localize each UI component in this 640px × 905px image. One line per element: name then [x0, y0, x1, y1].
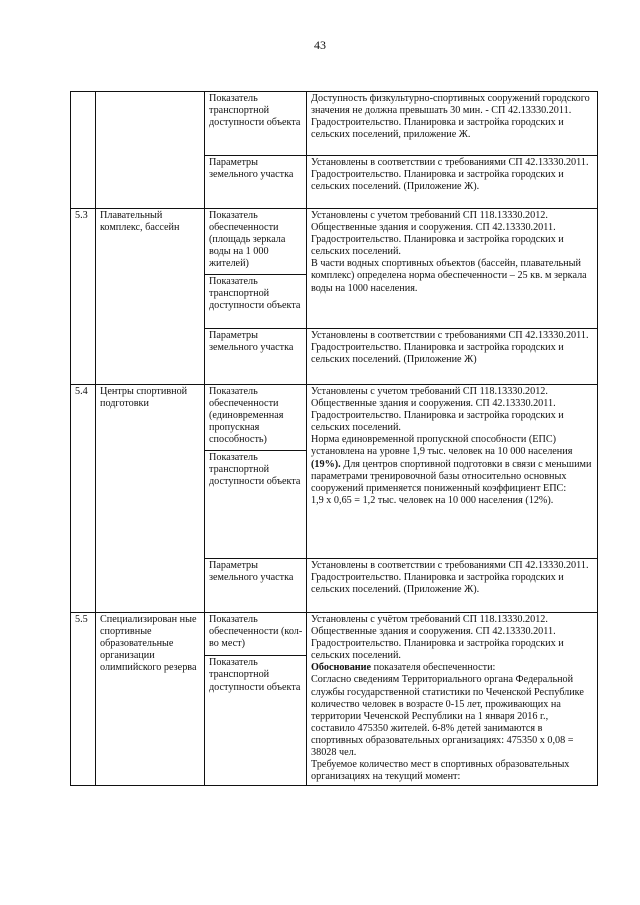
- cell-param: Параметры земельного участка: [205, 329, 307, 385]
- cell-name-empty: [96, 92, 205, 209]
- table-row: [71, 613, 598, 656]
- cell-name: Центры спортивной подготовки: [96, 385, 205, 613]
- value-text-bold: Обоснование: [311, 662, 372, 674]
- value-text: [311, 434, 594, 494]
- value-text-part: показателя обеспеченности:: [373, 662, 496, 674]
- cell-param: Показатель транспортной доступности объекта: [205, 656, 307, 786]
- cell-num-empty: [71, 92, 96, 209]
- value-text: Установлены с учетом требований СП 118.13330.2012. Общественные здания и сооружения. СП 42.13330.2011. Градостроительство. Планировка и застройка городских и сельских поселений.: [311, 386, 564, 434]
- table-row: [71, 92, 598, 156]
- table-row: [71, 209, 598, 275]
- cell-value: Установлены в соответствии с требованиями СП 42.13330.2011. Градостроительство. Планировка и застройка городских и сельских поселений. (Приложение Ж).: [307, 559, 598, 613]
- cell-param: Показатель обеспеченности (кол-во мест): [205, 613, 307, 656]
- cell-param: Параметры земельного участка: [205, 559, 307, 613]
- cell-param: Показатель транспортной доступности объекта: [205, 275, 307, 329]
- value-text-part: Для центров спортивной подготовки в связи с меньшими параметрами тренировочной базы относительно основных сооружений применяется пониженный коэффициент ЕПС:: [311, 458, 592, 494]
- standards-table: [70, 91, 598, 786]
- cell-param: Показатель обеспеченности (площадь зеркала воды на 1 000 жителей): [205, 209, 307, 275]
- cell-value: [307, 613, 598, 786]
- cell-name: Специализирован ные спортивные образовательные организации олимпийского резерва: [96, 613, 205, 786]
- value-text: Установлены с учетом требований СП 118.13330.2012. Общественные здания и сооружения. СП 42.13330.2011. Градостроительство. Планировка и застройка городских и сельских поселений.: [311, 210, 564, 258]
- cell-param: Показатель обеспеченности (единовременная пропускная способность): [205, 385, 307, 451]
- value-text: В части водных спортивных объектов (бассейн, плавательный комплекс) определена норма обеспеченности – 25 кв. м зеркала воды на 1000 населения.: [311, 258, 587, 294]
- page-number: 43: [314, 38, 326, 52]
- cell-value: Доступность физкультурно-спортивных сооружений городского значения не должна превышать 30 мин. - СП 42.13330.2011. Градостроительство. Планировка и застройка городских и сельских поселений, приложение Ж.: [307, 92, 598, 156]
- value-text: Согласно сведениям Территориального органа Федеральной службы государственной статистики по Чеченской Республике количество человек в возрасте 0-15 лет, проживающих на территории Чеченской Республики на 1 января 2016 г., составило 475350 жителей. 6-8% детей занимаются в спортивных образовательных организациях: 475350 х 0,08 = 38028 чел.: [311, 674, 584, 759]
- cell-value: Установлены в соответствии с требованиями СП 42.13330.2011. Градостроительство. Планировка и застройка городских и сельских поселений. (Приложение Ж): [307, 329, 598, 385]
- cell-num: 5.3: [71, 209, 96, 385]
- cell-value: [307, 209, 598, 329]
- cell-num: 5.5: [71, 613, 96, 786]
- value-text-bold: (19%).: [311, 458, 341, 470]
- value-text: Требуемое количество мест в спортивных образовательных организациях на текущий момент:: [311, 759, 570, 783]
- cell-param: Показатель транспортной доступности объекта: [205, 451, 307, 559]
- cell-value: Установлены в соответствии с требованиями СП 42.13330.2011. Градостроительство. Планировка и застройка городских и сельских поселений. (Приложение Ж).: [307, 156, 598, 209]
- cell-value: [307, 385, 598, 559]
- value-text-part: Норма единовременной пропускной способности (ЕПС) установлена на уровне 1,9 тыс. человек на 10 000 населения: [311, 434, 573, 458]
- value-text: [311, 662, 594, 674]
- cell-name: Плавательный комплекс, бассейн: [96, 209, 205, 385]
- table-row: [71, 385, 598, 451]
- cell-num: 5.4: [71, 385, 96, 613]
- cell-param: Показатель транспортной доступности объекта: [205, 92, 307, 156]
- value-text: Установлены с учётом требований СП 118.13330.2012. Общественные здания и сооружения. СП 42.13330.2011. Градостроительство. Планировка и застройка городских и сельских поселений.: [311, 614, 564, 662]
- cell-param: Параметры земельного участка: [205, 156, 307, 209]
- value-text: 1,9 х 0,65 = 1,2 тыс. человек на 10 000 населения (12%).: [311, 494, 554, 506]
